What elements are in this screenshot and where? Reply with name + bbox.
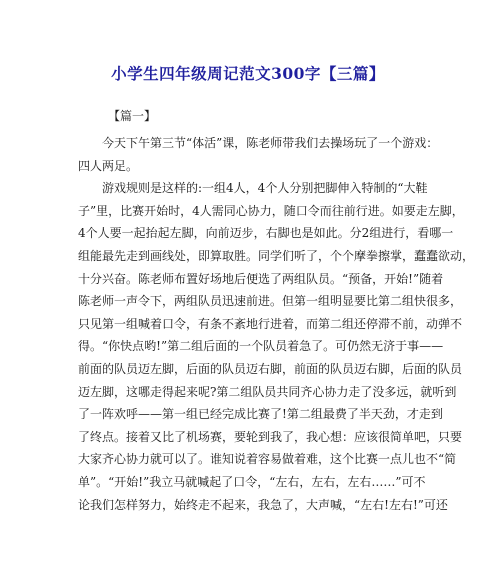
text-line: 4个人要一起抬起左脚，向前迈步，右脚也是如此。分2组进行，看哪一: [78, 226, 454, 241]
text-line: 大家齐心协力就可以了。谁知说着容易做着难，这个比赛一点儿也不“简: [78, 452, 457, 467]
text-line: 得。“你快点哟!”第二组后面的一个队员着急了。可仍然无济于事——: [78, 339, 444, 354]
text-line: 组能最先走到画线处，即算取胜。同学们听了，个个摩拳擦掌，蠢蠢欲动，: [78, 248, 475, 263]
text-line: 单”。“开始!”我立马就喊起了口令，“左右，左右，左右……”可不: [78, 474, 426, 489]
text-line: 了终点。接着又比了机场赛，要轮到我了，我心想：应该很简单吧，只要: [78, 429, 463, 444]
section-label: 【篇一】: [108, 109, 157, 123]
text-line: 今天下午第三节“体活”课，陈老师带我们去操场玩了一个游戏：: [102, 136, 439, 150]
text-line: 了一阵欢呼——第一组已经完成比赛了!第二组最费了半天劲，才走到: [78, 407, 443, 422]
text-line: 前面的队员迈左脚，后面的队员迈右脚，前面的队员迈右脚，后面的队员: [78, 361, 463, 376]
text-line: 迈左脚，这哪走得起来呢?第二组队员共同齐心协力走了没多远，就听到: [78, 384, 457, 399]
body-text: [78, 132, 475, 516]
text-line: 只见第一组喊着口令，有条不紊地行进着，而第二组还停滞不前，动弹不: [78, 316, 463, 331]
text-line: 十分兴奋。陈老师布置好场地后便选了两组队员。“预备，开始!”随着: [78, 271, 444, 286]
text-line: 子”里，比赛开始时，4人需同心协力，随口令而往前行进。如要走左脚，: [78, 203, 464, 218]
text-line: 游戏规则是这样的:一组4人，4个人分别把脚伸入特制的“大鞋: [102, 181, 428, 196]
text-line: 四人两足。: [78, 158, 139, 173]
text-line: 论我们怎样努力，始终走不起来，我急了，大声喊，“左右!左右!”可还: [78, 497, 448, 512]
document-title: 小学生四年级周记范文300字【三篇】: [111, 64, 385, 83]
text-line: 陈老师一声令下，两组队员迅速前进。但第一组明显要比第二组快很多，: [78, 294, 463, 309]
